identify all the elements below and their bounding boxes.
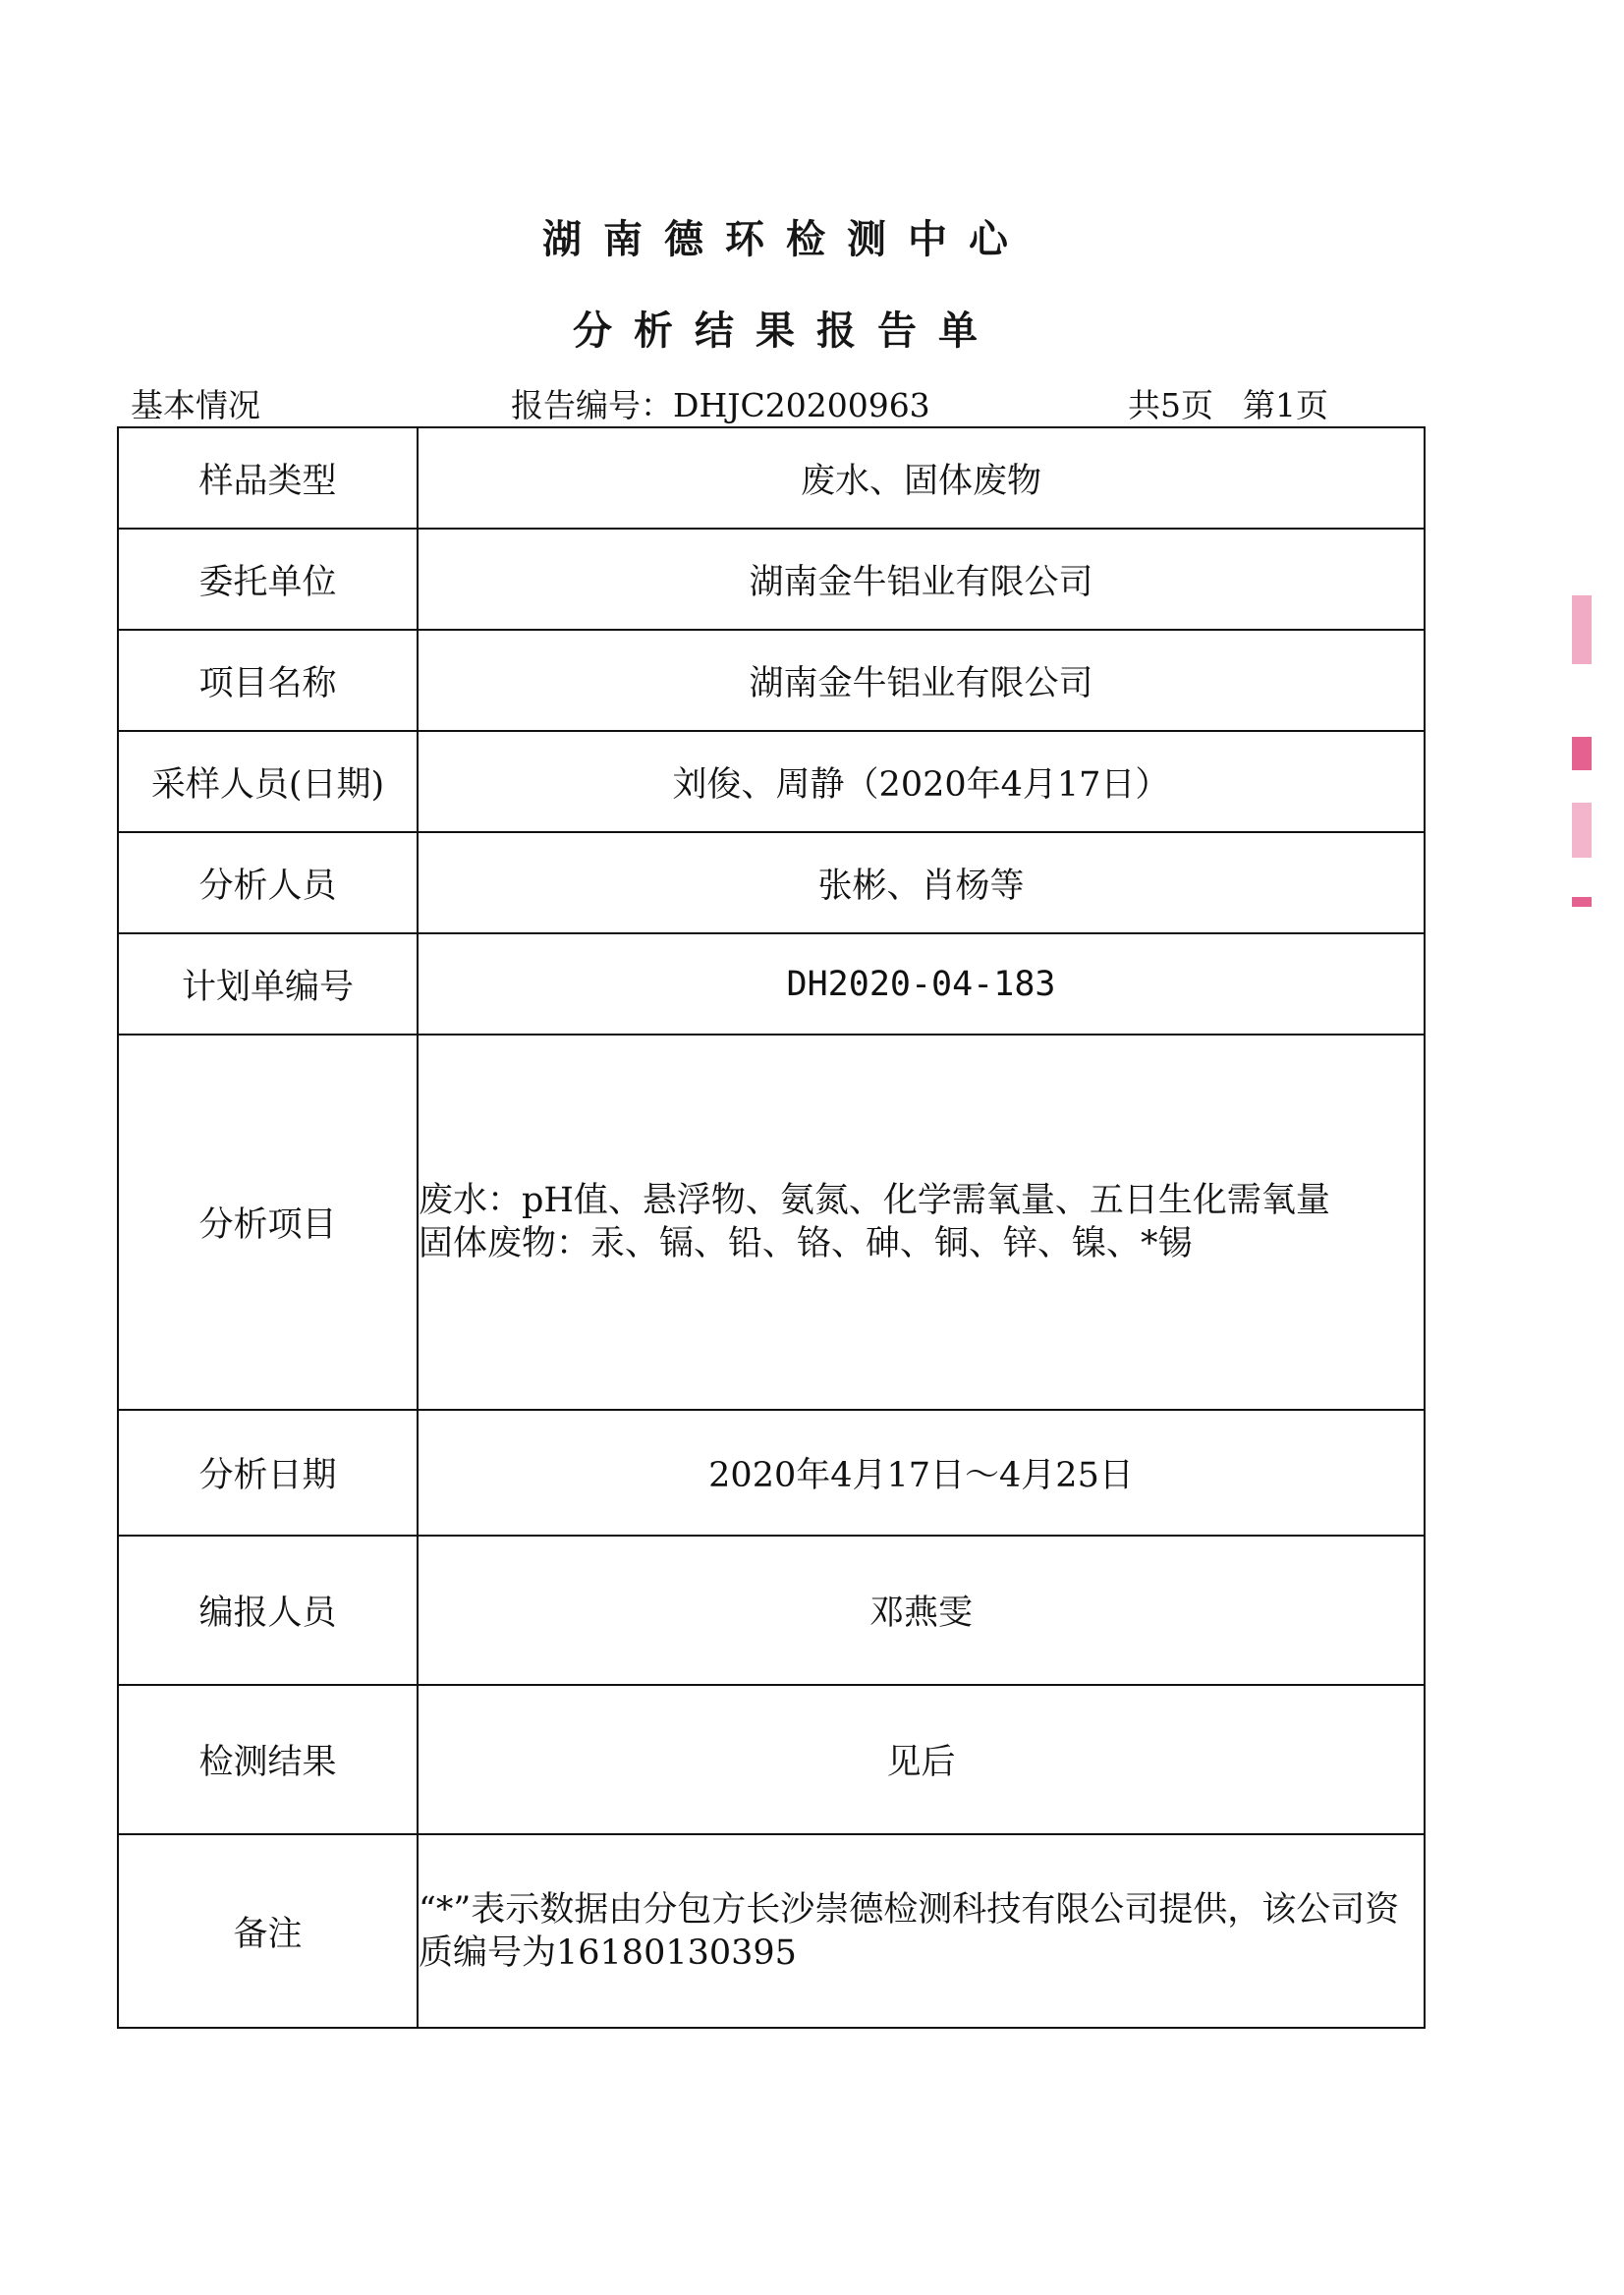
- sampler-label: 采样人员(日期): [118, 731, 418, 832]
- remark-value: “*”表示数据由分包方长沙崇德检测科技有限公司提供，该公司资质编号为16180130395: [418, 1834, 1425, 2028]
- table-row: [118, 1410, 1425, 1536]
- compiler-value: 邓燕雯: [418, 1536, 1425, 1685]
- result-label: 检测结果: [118, 1685, 418, 1834]
- sample-type-value: 废水、固体废物: [418, 427, 1425, 529]
- project-label: 项目名称: [118, 630, 418, 731]
- solid-waste-items: 固体废物：汞、镉、铅、铬、砷、铜、锌、镍、*锡: [419, 1224, 1193, 1263]
- wastewater-items: 废水：pH值、悬浮物、氨氮、化学需氧量、五日生化需氧量: [419, 1181, 1330, 1220]
- analysis-date-label: 分析日期: [118, 1410, 418, 1536]
- table-row: [118, 427, 1425, 529]
- report-number: 报告编号：DHJC20200963: [511, 386, 930, 424]
- client-label: 委托单位: [118, 529, 418, 630]
- report-info-table: [117, 426, 1426, 2029]
- analysis-items-value: [418, 1035, 1425, 1410]
- analysis-items-label: 分析项目: [118, 1035, 418, 1410]
- analyst-label: 分析人员: [118, 832, 418, 933]
- table-row: [118, 933, 1425, 1035]
- project-value: 湖南金牛铝业有限公司: [418, 630, 1425, 731]
- org-name: 湖南德环检测中心: [542, 217, 1030, 262]
- table-row: [118, 731, 1425, 832]
- analyst-value: 张彬、肖杨等: [418, 832, 1425, 933]
- seal-stamp-fragment: [1572, 897, 1592, 907]
- seal-stamp-fragment: [1572, 595, 1592, 664]
- plan-number-label: 计划单编号: [118, 933, 418, 1035]
- sample-type-label: 样品类型: [118, 427, 418, 529]
- seal-stamp-fragment: [1572, 737, 1592, 770]
- table-row: [118, 832, 1425, 933]
- analysis-date-value: 2020年4月17日～4月25日: [418, 1410, 1425, 1536]
- table-row: [118, 1536, 1425, 1685]
- compiler-label: 编报人员: [118, 1536, 418, 1685]
- table-row: [118, 529, 1425, 630]
- total-pages: 共5页: [1128, 386, 1213, 424]
- current-page: 第1页: [1243, 386, 1328, 424]
- page-indicator: [1128, 380, 1328, 426]
- result-value: 见后: [418, 1685, 1425, 1834]
- table-row: [118, 1685, 1425, 1834]
- table-row: [118, 1834, 1425, 2028]
- plan-number-value: DH2020-04-183: [418, 933, 1425, 1035]
- document-title: 分析结果报告单: [573, 308, 999, 354]
- sampler-value: 刘俊、周静（2020年4月17日）: [418, 731, 1425, 832]
- seal-stamp-fragment: [1572, 803, 1592, 858]
- client-value: 湖南金牛铝业有限公司: [418, 529, 1425, 630]
- remark-label: 备注: [118, 1834, 418, 2028]
- table-row: [118, 1035, 1425, 1410]
- table-row: [118, 630, 1425, 731]
- section-label: 基本情况: [131, 386, 260, 424]
